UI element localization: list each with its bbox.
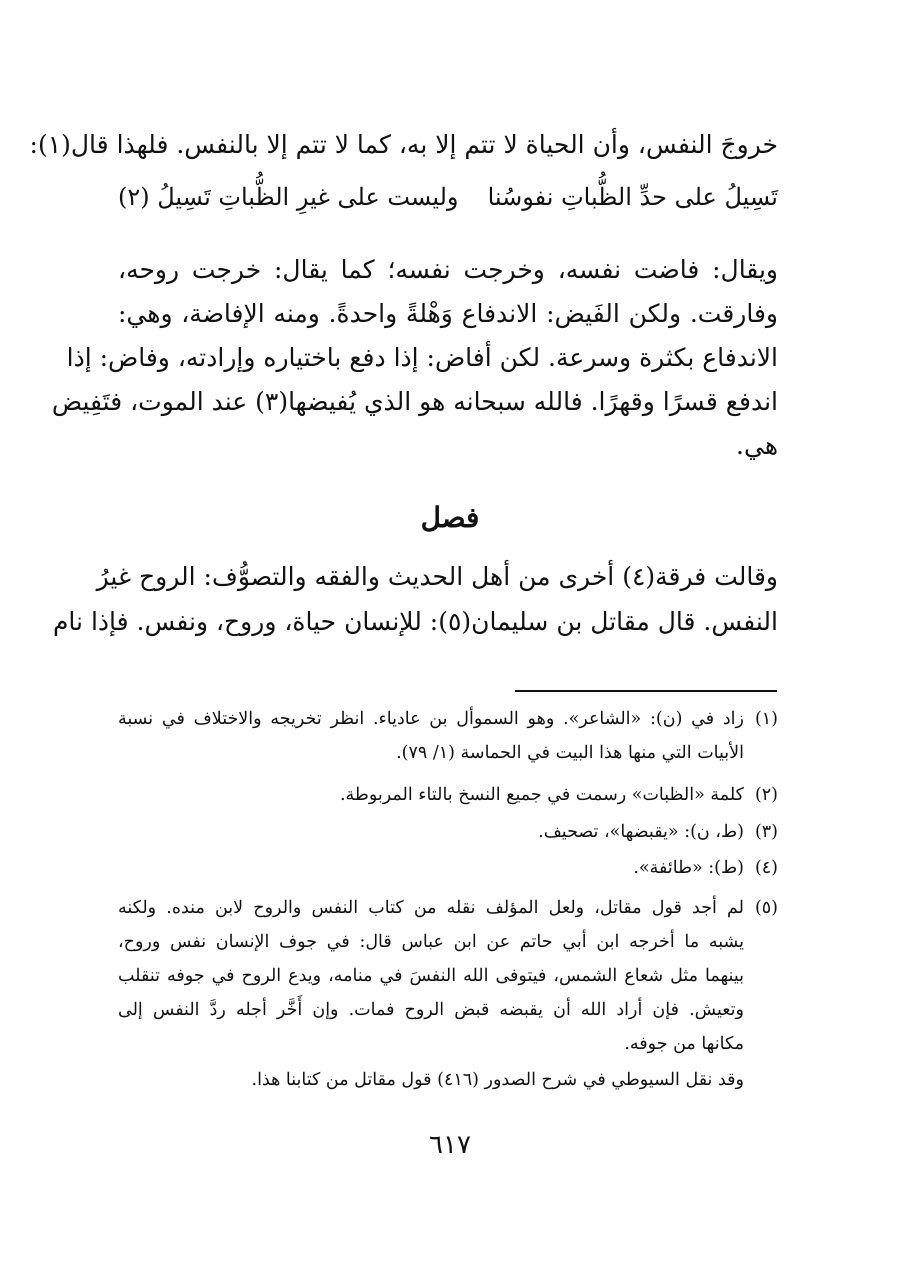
footnote-text: لم أجد قول مقاتل، ولعل المؤلف نقله من كتاب النفس والروح لابن منده. ولكنه bbox=[118, 898, 744, 918]
footnote-number: (١) bbox=[754, 709, 778, 729]
footnote-text: (ط): «طائفة». bbox=[633, 858, 744, 878]
paragraph-line: وقالت فرقة(٤) أخرى من أهل الحديث والفقه والتصوُّف: الروح غيرُ bbox=[96, 562, 778, 591]
footnote-text: كلمة «الظبات» رسمت في جميع النسخ بالتاء المربوطة. bbox=[339, 785, 744, 805]
paragraph-line: الاندفاع بكثرة وسرعة. لكن أفاض: إذا دفع باختياره وإرادته، وفاض: إذا bbox=[66, 343, 778, 372]
page-number: ٦١٧ bbox=[429, 1130, 471, 1160]
footnote-text: بينهما مثل شعاع الشمس، فيتوفى الله النفسَ في منامه، ويدع الروح في جوفه تنقلب bbox=[118, 966, 744, 986]
footnote-1-continuation bbox=[118, 737, 778, 770]
footnote-text: زاد في (ن): «الشاعر». وهو السموأل بن عادياء. انظر تخريجه والاختلاف في نسبة bbox=[118, 709, 744, 729]
footnote-number: (٢) bbox=[754, 785, 778, 805]
paragraph-line: اندفع قسرًا وقهرًا. فالله سبحانه هو الذي يُفيضها(٣) عند الموت، فتَفِيض bbox=[51, 387, 778, 416]
footnote-text: وتعيش. فإن أراد الله أن يقبضه قبض الروح فمات. وإن أَخَّر أجله ردَّ النفس إلى bbox=[118, 1000, 744, 1020]
footnote-number: (٣) bbox=[754, 822, 778, 842]
footnote-number: (٥) bbox=[754, 898, 778, 918]
footnote-5 bbox=[118, 892, 778, 925]
footnote-5-continuation bbox=[118, 994, 778, 1027]
footnote-5-continuation bbox=[118, 1028, 778, 1061]
footnote-number: (٤) bbox=[754, 858, 778, 878]
footnote-text: مكانها من جوفه. bbox=[624, 1034, 744, 1054]
poem-first-hemistich: تَسِيلُ على حدِّ الظُّباتِ نفوسُنا bbox=[487, 183, 778, 211]
paragraph-line: النفس. قال مقاتل بن سليمان(٥): للإنسان حياة، وروح، ونفس. فإذا نام bbox=[52, 607, 778, 636]
section-heading: فصل bbox=[420, 501, 480, 534]
footnote-text: الأبيات التي منها هذا البيت في الحماسة (١/ ٧٩). bbox=[396, 743, 744, 763]
poem-second-hemistich: وليست على غيرِ الظُّباتِ تَسِيلُ (٢) bbox=[118, 183, 459, 211]
paragraph-line: هي. bbox=[736, 431, 778, 460]
paragraph-line: وفارقت. ولكن الفَيض: الاندفاع وَهْلةً واحدةً. ومنه الإفاضة، وهي: bbox=[118, 299, 778, 328]
footnote-3 bbox=[118, 816, 778, 849]
footnote-2 bbox=[118, 779, 778, 812]
footnote-text: (ط، ن): «يقبضها»، تصحيف. bbox=[538, 822, 744, 842]
poem-verse bbox=[118, 175, 778, 219]
footnote-5-continuation bbox=[118, 926, 778, 959]
paragraph-line: ويقال: فاضت نفسه، وخرجت نفسه؛ كما يقال: خرجت روحه، bbox=[118, 255, 778, 284]
footnote-text: يشبه ما أخرجه ابن أبي حاتم عن ابن عباس قال: في جوف الإنسان نفس وروح، bbox=[118, 932, 744, 952]
paragraph-line: خروجَ النفس، وأن الحياة لا تتم إلا به، كما لا تتم إلا بالنفس. فلهذا قال(١): bbox=[29, 130, 778, 159]
footnote-5-continuation bbox=[118, 960, 778, 993]
footnote-separator bbox=[515, 690, 777, 692]
footnote-5-continuation bbox=[118, 1064, 778, 1097]
footnote-4 bbox=[118, 852, 778, 885]
footnote-text: وقد نقل السيوطي في شرح الصدور (٤١٦) قول مقاتل من كتابنا هذا. bbox=[251, 1070, 744, 1090]
footnote-1 bbox=[118, 703, 778, 736]
